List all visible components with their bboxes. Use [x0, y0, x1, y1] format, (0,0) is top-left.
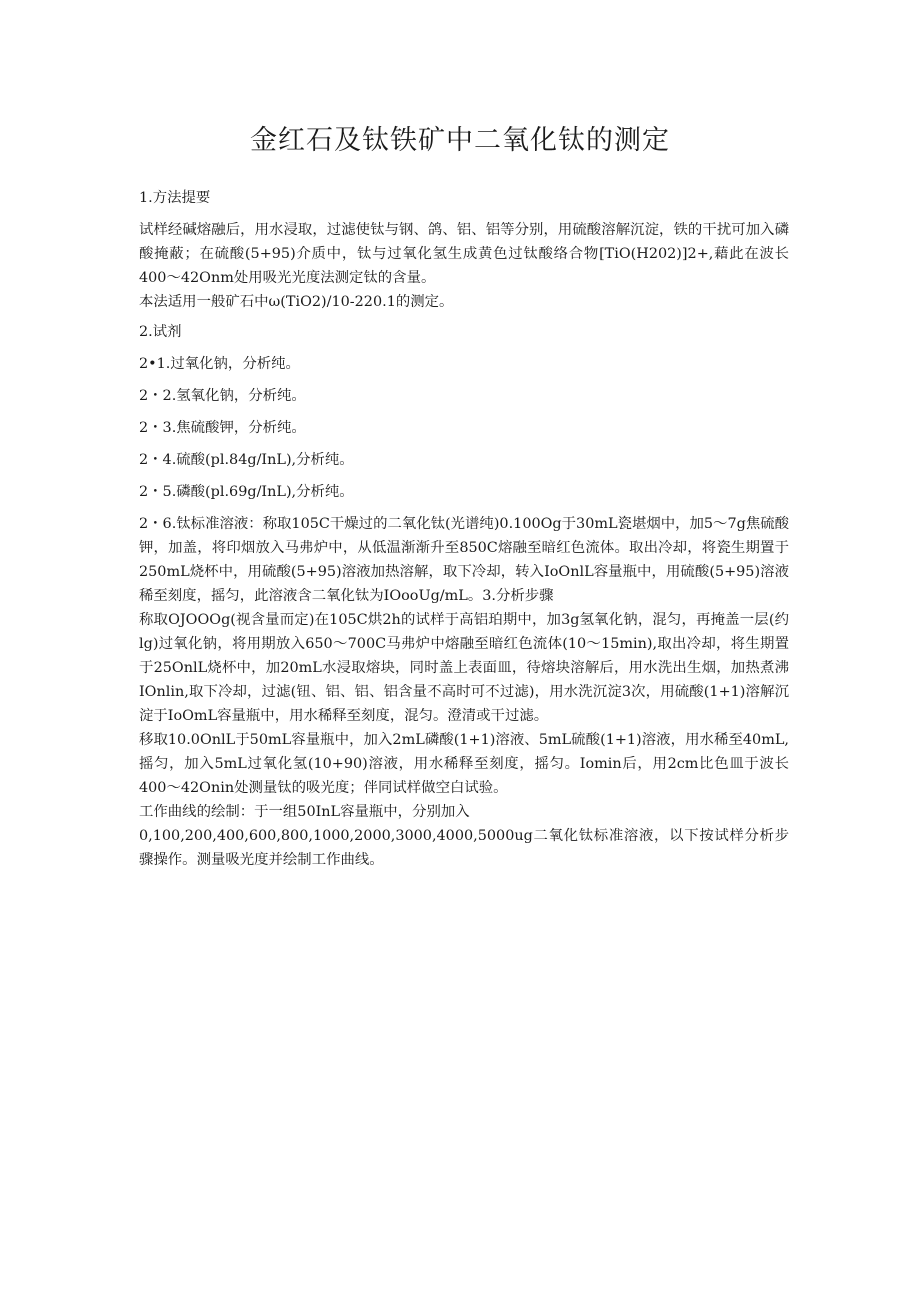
document-body	[139, 186, 789, 872]
reagent-item-sodium-peroxide: 2•1.过氧化钠，分析纯。	[139, 356, 300, 372]
section-heading-reagents: 2.试剂	[139, 324, 182, 340]
paragraph-calibration-series: 0,100,200,400,600,800,1000,2000,3000,4000,5000ug二氧化钛标准溶液，以下按试样分析步骤操作。测量吸光度并绘制工作曲线。	[139, 828, 789, 868]
paragraph-calibration-intro: 工作曲线的绘制：于一组50InL容量瓶中，分别加入	[139, 804, 470, 820]
paragraph-method-summary: 试样经碱熔融后，用水浸取，过滤使钛与钢、鸽、铝、铝等分别，用硫酸溶解沉淀，铁的干扰可加入磷酸掩蔽；在硫酸(5+95)介质中，钛与过氧化氢生成黄色过钛酸络合物[TiO(H202)]2+,藉此在波长400～42Onm处用吸光光度法测定钛的含量。	[139, 222, 789, 286]
reagent-item-sodium-hydroxide: 2・2.氢氧化钠，分析纯。	[139, 388, 306, 404]
paragraph-measurement: 移取10.0OnlL于50mL容量瓶中，加入2mL磷酸(1+1)溶液、5mL硫酸(1+1)溶液，用水稀至40mL,摇匀，加入5mL过氧化氢(10+90)溶液，用水稀释至刻度，摇匀。Iomin后，用2cm比色皿于波长400～42Onin处测量钛的吸光度；伴同试样做空白试验。	[139, 732, 789, 796]
reagent-item-phosphoric-acid: 2・5.磷酸(pl.69g/InL),分析纯。	[139, 484, 354, 500]
paragraph-sample-decomposition: 称取OJOOOg(视含量而定)在105C烘2h的试样于高铝珀期中，加3g氢氧化钠，混匀，再掩盖一层(约lg)过氧化钠，将用期放入650～700C马弗炉中熔融至暗红色流体(10～15min),取出冷却，将生期置于25OnlL烧杯中，加20mL水浸取熔块，同时盖上表面皿，待熔块溶解后，用水洗出生烟，加热煮沸IOnlin,取下冷却，过滤(钮、铝、铝、铝含量不高时可不过滤)，用水洗沉淀3次，用硫酸(1+1)溶解沉淀于IoOmL容量瓶中，用水稀释至刻度，混匀。澄清或干过滤。	[139, 612, 789, 724]
reagent-item-sulfuric-acid: 2・4.硫酸(pl.84g/InL),分析纯。	[139, 452, 354, 468]
reagent-item-potassium-pyrosulfate: 2・3.焦硫酸钾，分析纯。	[139, 420, 306, 436]
section-heading-method-summary: 1.方法提要	[139, 190, 211, 206]
document-title: 金红石及钛铁矿中二氧化钛的测定	[250, 125, 670, 156]
reagent-item-titanium-standard: 2・6.钛标准溶液：称取105C干燥过的二氧化钛(光谱纯)0.100Og于30mL瓷堪烟中，加5～7g焦硫酸钾，加盖，将印烟放入马弗炉中，从低温渐渐升至850C熔融至暗红色流体。取出冷却，将瓷生期置于250mL烧杯中，用硫酸(5+95)溶液加热溶解，取下冷却，转入IoOnlL容量瓶中，用硫酸(5+95)溶液稀至刻度，摇匀，此溶液含二氧化钛为IOooUg/mL。3.分析步骤	[139, 516, 789, 604]
paragraph-scope: 本法适用一般矿石中ω(TiO2)/10-220.1的测定。	[139, 294, 454, 310]
